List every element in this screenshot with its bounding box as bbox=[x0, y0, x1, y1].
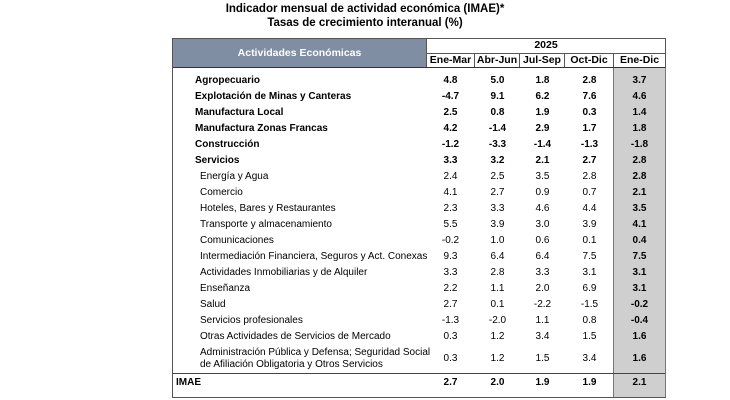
activities-header: Actividades Económicas bbox=[173, 39, 426, 67]
cell-value: -1.3 bbox=[441, 315, 460, 326]
cell-value: 2.2 bbox=[443, 283, 458, 294]
cell-value: -1.4 bbox=[488, 123, 507, 134]
cell-value: 4.6 bbox=[535, 203, 550, 214]
total-separator bbox=[173, 373, 665, 374]
cell-value: 2.1 bbox=[632, 377, 647, 388]
cell-value: 2.8 bbox=[632, 171, 647, 182]
cell-value: 7.5 bbox=[582, 251, 597, 262]
table-row bbox=[173, 235, 665, 249]
cell-value: -3.3 bbox=[488, 139, 507, 150]
cell-value: 2.1 bbox=[632, 187, 647, 198]
cell-value: 3.9 bbox=[490, 219, 505, 230]
cell-value: 2.5 bbox=[443, 107, 458, 118]
cell-value: 1.5 bbox=[582, 331, 597, 342]
cell-value: 4.2 bbox=[443, 123, 458, 134]
table-row bbox=[173, 283, 665, 297]
table-row bbox=[173, 315, 665, 329]
table-row bbox=[173, 219, 665, 233]
cell-value: -0.2 bbox=[441, 235, 460, 246]
row-label: Agropecuario bbox=[195, 75, 261, 86]
row-label: Servicios profesionales bbox=[200, 315, 303, 326]
cell-value: 3.3 bbox=[443, 267, 458, 278]
cell-value: 3.7 bbox=[632, 75, 647, 86]
cell-value: 0.3 bbox=[582, 107, 597, 118]
cell-value: 0.3 bbox=[443, 331, 458, 342]
table-subtitle: Tasas de crecimiento interanual (%) bbox=[267, 17, 463, 29]
cell-value: 1.1 bbox=[535, 315, 550, 326]
cell-value: 1.8 bbox=[535, 75, 550, 86]
cell-value: 2.8 bbox=[582, 171, 597, 182]
cell-value: 0.6 bbox=[535, 235, 550, 246]
table-row bbox=[173, 107, 665, 121]
row-label: Salud bbox=[200, 299, 226, 310]
row-label: Explotación de Minas y Canteras bbox=[195, 91, 352, 102]
cell-value: 1.9 bbox=[582, 377, 597, 388]
row-label: Comunicaciones bbox=[200, 235, 274, 246]
cell-value: 5.0 bbox=[490, 75, 505, 86]
cell-value: -2.2 bbox=[533, 299, 552, 310]
cell-value: 3.1 bbox=[632, 283, 647, 294]
period-header-q2: Abr-Jun bbox=[476, 54, 518, 66]
total-row bbox=[173, 377, 665, 391]
cell-value: 2.9 bbox=[535, 123, 550, 134]
table-title: Indicador mensual de actividad económica (IMAE)* bbox=[225, 3, 505, 15]
cell-value: 9.1 bbox=[490, 91, 505, 102]
cell-value: -1.3 bbox=[580, 139, 599, 150]
cell-value: 9.3 bbox=[443, 251, 458, 262]
cell-value: 6.4 bbox=[535, 251, 550, 262]
row-label: Servicios bbox=[195, 155, 240, 166]
cell-value: 1.4 bbox=[632, 107, 647, 118]
table-row bbox=[173, 171, 665, 185]
cell-value: 1.2 bbox=[490, 331, 505, 342]
row-label: Construcción bbox=[195, 139, 260, 150]
row-label: Otras Actividades de Servicios de Mercado bbox=[200, 331, 391, 342]
table-row bbox=[173, 155, 665, 169]
row-label: Administración Pública y Defensa; Seguridad Social bbox=[200, 347, 431, 358]
table-row bbox=[173, 139, 665, 153]
cell-value: 1.7 bbox=[582, 123, 597, 134]
cell-value: 1.6 bbox=[632, 353, 647, 364]
cell-value: 2.8 bbox=[490, 267, 505, 278]
year-header: 2025 bbox=[534, 39, 558, 51]
cell-value: 3.1 bbox=[582, 267, 597, 278]
annual-column-border-right bbox=[665, 68, 666, 397]
cell-value: 4.1 bbox=[443, 187, 458, 198]
cell-value: 2.0 bbox=[535, 283, 550, 294]
row-label: Hoteles, Bares y Restaurantes bbox=[200, 203, 336, 214]
table-row bbox=[173, 75, 665, 89]
cell-value: 7.5 bbox=[632, 251, 647, 262]
table-row bbox=[173, 299, 665, 313]
cell-value: 2.7 bbox=[490, 187, 505, 198]
row-label: Enseñanza bbox=[200, 283, 251, 294]
cell-value: -1.4 bbox=[533, 139, 552, 150]
cell-value: 0.1 bbox=[582, 235, 597, 246]
cell-value: 4.6 bbox=[632, 91, 647, 102]
cell-value: 3.2 bbox=[490, 155, 505, 166]
cell-value: 6.9 bbox=[582, 283, 597, 294]
cell-value: -1.2 bbox=[441, 139, 460, 150]
cell-value: 0.7 bbox=[582, 187, 597, 198]
cell-value: 1.9 bbox=[535, 377, 550, 388]
cell-value: 2.7 bbox=[443, 377, 458, 388]
cell-value: 2.7 bbox=[582, 155, 597, 166]
row-label: Actividades Inmobiliarias y de Alquiler bbox=[200, 267, 368, 278]
row-label: Manufactura Local bbox=[195, 107, 284, 118]
cell-value: 2.8 bbox=[632, 155, 647, 166]
cell-value: 2.8 bbox=[582, 75, 597, 86]
cell-value: 2.7 bbox=[443, 299, 458, 310]
cell-value: -2.0 bbox=[488, 315, 507, 326]
cell-value: 6.2 bbox=[535, 91, 550, 102]
cell-value: 0.8 bbox=[490, 107, 505, 118]
period-header-q4: Oct-Dic bbox=[570, 54, 608, 66]
cell-value: 2.1 bbox=[535, 155, 550, 166]
cell-value: 0.1 bbox=[490, 299, 505, 310]
cell-value: 3.3 bbox=[535, 267, 550, 278]
period-header-q3: Jul-Sep bbox=[523, 54, 561, 66]
cell-value: 3.5 bbox=[632, 203, 647, 214]
cell-value: 3.3 bbox=[490, 203, 505, 214]
cell-value: 0.8 bbox=[582, 315, 597, 326]
table-row bbox=[173, 123, 665, 137]
row-label-continued: de Afiliación Obligatoria y Otros Servicios bbox=[200, 359, 383, 370]
table-row bbox=[173, 331, 665, 345]
row-label: Comercio bbox=[200, 187, 243, 198]
cell-value: 3.5 bbox=[535, 171, 550, 182]
cell-value: 6.4 bbox=[490, 251, 505, 262]
table-row bbox=[173, 203, 665, 217]
cell-value: 3.4 bbox=[582, 353, 597, 364]
cell-value: -0.2 bbox=[630, 299, 649, 310]
table-row bbox=[173, 91, 665, 105]
cell-value: 4.1 bbox=[632, 219, 647, 230]
cell-value: 3.3 bbox=[443, 155, 458, 166]
cell-value: 5.5 bbox=[443, 219, 458, 230]
table-row bbox=[173, 187, 665, 201]
cell-value: 1.1 bbox=[490, 283, 505, 294]
cell-value: 4.4 bbox=[582, 203, 597, 214]
header-bottom-rule bbox=[173, 67, 665, 68]
cell-value: 1.5 bbox=[535, 353, 550, 364]
cell-value: 0.9 bbox=[535, 187, 550, 198]
cell-value: 3.0 bbox=[535, 219, 550, 230]
row-label: Manufactura Zonas Francas bbox=[195, 123, 328, 134]
cell-value: 3.1 bbox=[632, 267, 647, 278]
cell-value: 1.9 bbox=[535, 107, 550, 118]
cell-value: 1.6 bbox=[632, 331, 647, 342]
row-label: Transporte y almacenamiento bbox=[200, 219, 332, 230]
row-label: IMAE bbox=[176, 377, 201, 388]
cell-value: 1.0 bbox=[490, 235, 505, 246]
cell-value: -1.5 bbox=[580, 299, 599, 310]
period-header-annual: Ene-Dic bbox=[619, 54, 660, 66]
table-row bbox=[173, 347, 665, 373]
cell-value: 7.6 bbox=[582, 91, 597, 102]
cell-value: 3.4 bbox=[535, 331, 550, 342]
cell-value: 2.0 bbox=[490, 377, 505, 388]
cell-value: 2.3 bbox=[443, 203, 458, 214]
cell-value: 1.8 bbox=[632, 123, 647, 134]
cell-value: 2.4 bbox=[443, 171, 458, 182]
table-row bbox=[173, 251, 665, 265]
table-row bbox=[173, 267, 665, 281]
cell-value: 4.8 bbox=[443, 75, 458, 86]
cell-value: 3.9 bbox=[582, 219, 597, 230]
cell-value: -1.8 bbox=[630, 139, 649, 150]
cell-value: 2.5 bbox=[490, 171, 505, 182]
row-label: Intermediación Financiera, Seguros y Act. Conexas bbox=[200, 251, 428, 262]
period-header-q1: Ene-Mar bbox=[429, 54, 472, 66]
cell-value: -0.4 bbox=[630, 315, 649, 326]
cell-value: -4.7 bbox=[441, 91, 460, 102]
row-label: Energía y Agua bbox=[200, 171, 269, 182]
cell-value: 0.4 bbox=[632, 235, 647, 246]
cell-value: 0.3 bbox=[443, 353, 458, 364]
cell-value: 1.2 bbox=[490, 353, 505, 364]
